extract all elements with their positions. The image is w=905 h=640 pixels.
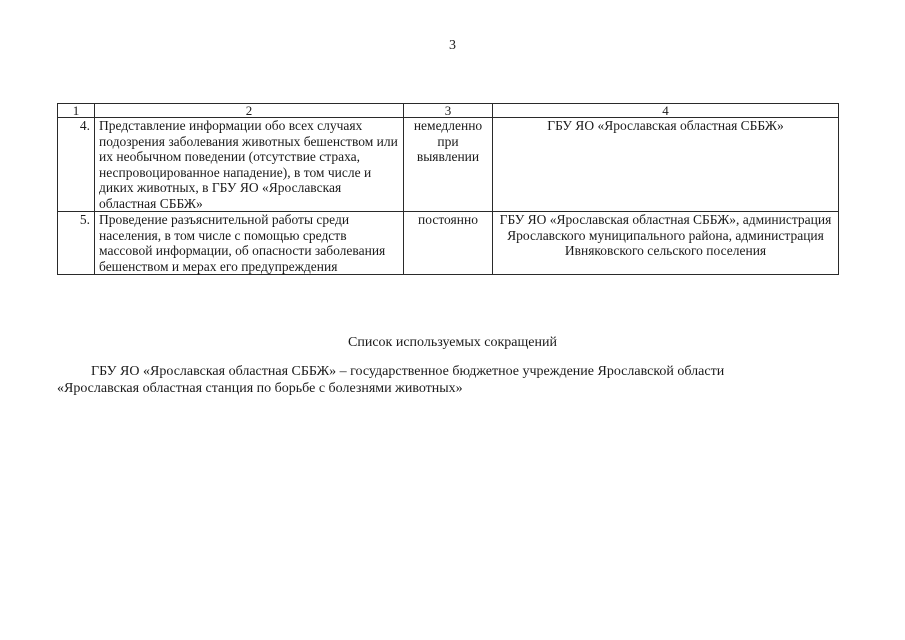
- abbreviation-line-1: ГБУ ЯО «Ярославская областная СББЖ» – государственное бюджетное учреждение Ярославской области: [91, 364, 725, 379]
- row-number: 5.: [58, 212, 95, 275]
- row-responsible: ГБУ ЯО «Ярославская областная СББЖ»: [493, 118, 839, 212]
- abbreviation-line-2: «Ярославская областная станция по борьбе с болезнями животных»: [57, 381, 463, 396]
- measures-table: [57, 103, 839, 275]
- header-col-3: 3: [404, 104, 493, 118]
- header-col-4: 4: [493, 104, 839, 118]
- row-action: Проведение разъяснительной работы среди населения, в том числе с помощью средств массовой информации, об опасности заболевания бешенством и мерах его предупреждения: [95, 212, 404, 275]
- abbreviations-text: [57, 363, 839, 397]
- table-row: [58, 118, 839, 212]
- row-number: 4.: [58, 118, 95, 212]
- header-col-1: 1: [58, 104, 95, 118]
- abbreviations-title: Список используемых сокращений: [348, 335, 557, 350]
- row-action: Представление информации обо всех случаях подозрения заболевания животных бешенством или их необычном поведении (отсутствие страха, неспровоцированное нападение), в том числе и диких животных, в ГБУ ЯО «Ярославская областная СББЖ»: [95, 118, 404, 212]
- row-responsible: ГБУ ЯО «Ярославская областная СББЖ», администрация Ярославского муниципального района, администрация Ивняковского сельского поселения: [493, 212, 839, 275]
- page-number: 3: [449, 38, 456, 53]
- table-row: [58, 212, 839, 275]
- row-term: немедленно при выявлении: [404, 118, 493, 212]
- header-col-2: 2: [95, 104, 404, 118]
- row-term: постоянно: [404, 212, 493, 275]
- table-header-row: [58, 104, 839, 118]
